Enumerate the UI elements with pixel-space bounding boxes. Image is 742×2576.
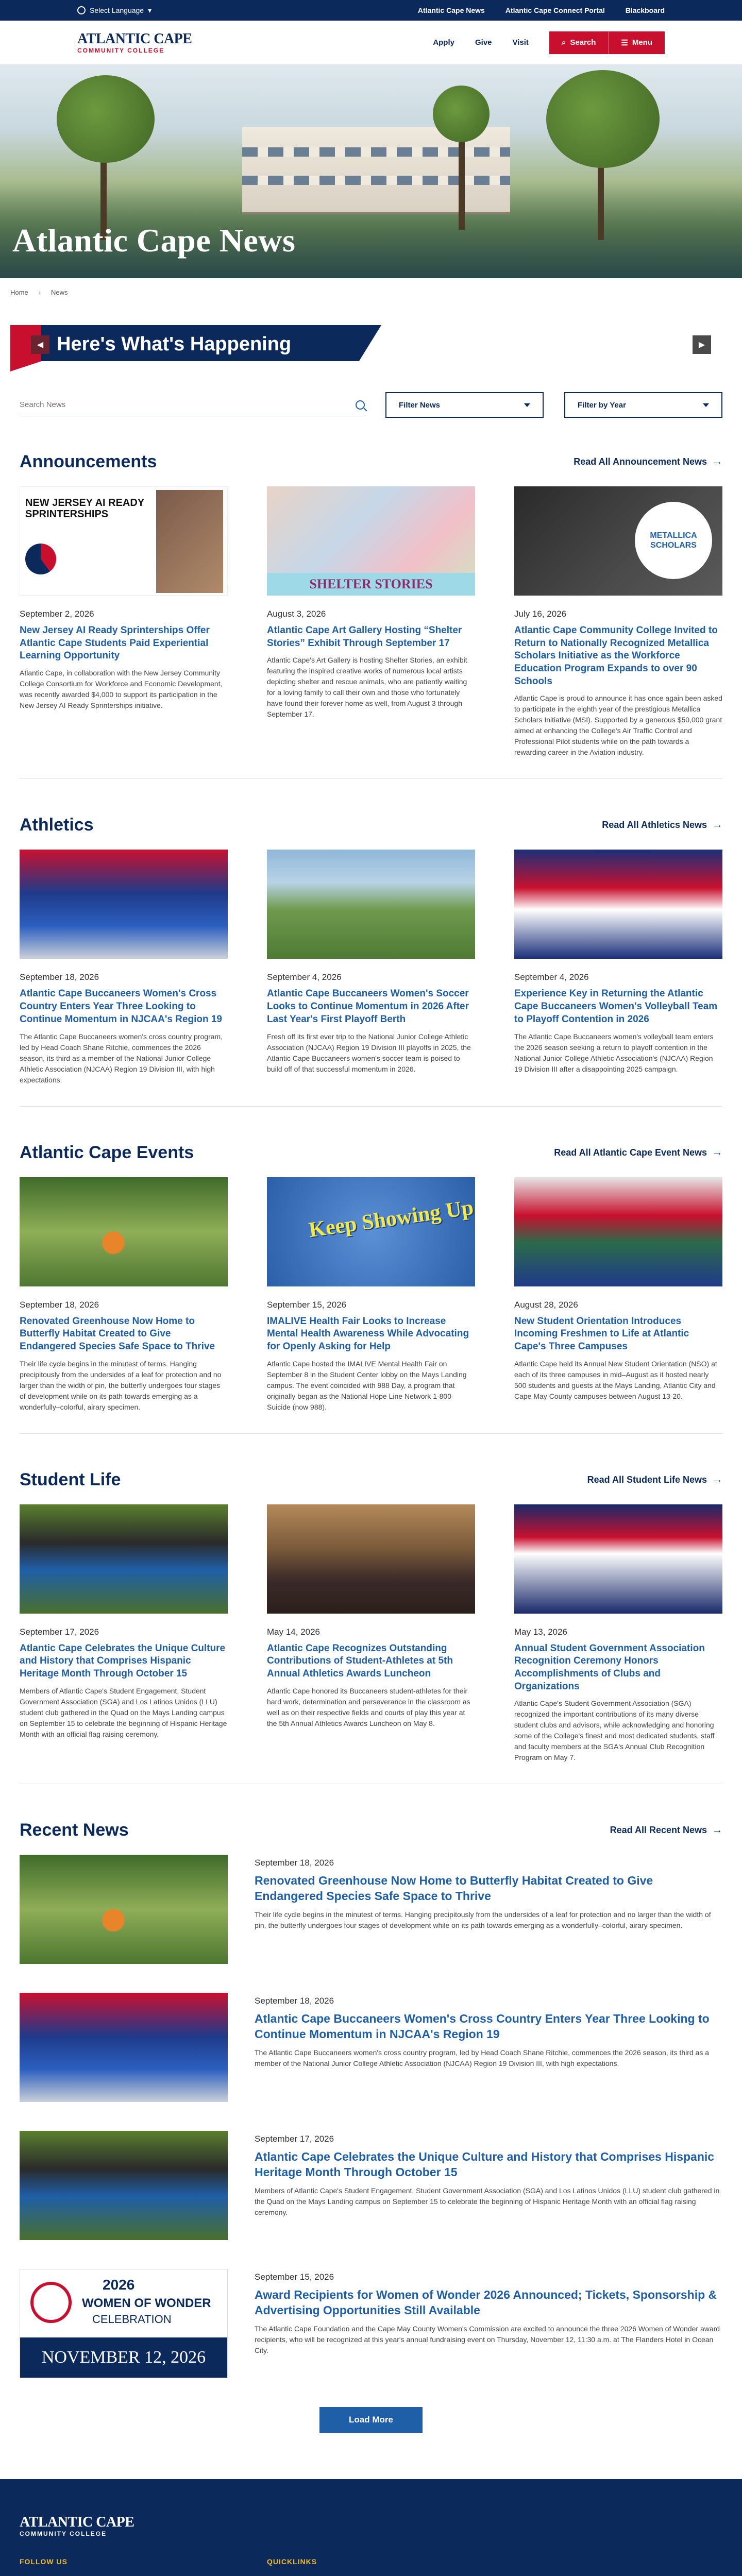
search-icon[interactable] xyxy=(356,400,365,410)
happening-title: Here's What's Happening xyxy=(57,333,292,355)
card-description: The Atlantic Cape Buccaneers women's cross country program, led by Head Coach Shane Ritchie, commences the 2026 season, its third as a member of the National Junior College Athletic Association (NJCAA) Region 19 Division III, with high expectations. xyxy=(20,1032,223,1084)
card-image xyxy=(20,2131,228,2240)
read-all-announcements-link[interactable] xyxy=(574,456,722,468)
card-description: Their life cycle begins in the minutest of terms. Hanging precipitously from the undersides of a leaf for protection and no larger than the width of pin, the butterfly undergoes four stages of development while on its path towards emerging as a wonderfully–colorful, airary specimen. xyxy=(255,1910,711,1930)
section-divider xyxy=(20,778,722,779)
filter-year-select[interactable] xyxy=(564,392,722,418)
nav-apply[interactable]: Apply xyxy=(433,38,454,47)
search-button[interactable] xyxy=(549,31,608,54)
happening-banner xyxy=(0,315,742,371)
main-header xyxy=(0,21,742,65)
filter-year-label: Filter by Year xyxy=(578,400,626,410)
recent-news-item[interactable] xyxy=(20,2131,722,2240)
card-date: September 17, 2026 xyxy=(255,2134,334,2144)
card-description: Their life cycle begins in the minutest of terms. Hanging precipitously from the undersides of a leaf for protection and no larger than the width of pin, the butterfly undergoes four stages of development while on its path towards emerging as a wonderfully–colorful, airary specimen. xyxy=(20,1359,222,1411)
quicklinks-label: QUICKLINKS xyxy=(267,2557,317,2566)
read-all-label: Read All Announcement News xyxy=(574,456,707,467)
card-image xyxy=(514,1177,722,1286)
news-card[interactable] xyxy=(20,486,228,758)
section-title: Student Life xyxy=(20,1469,121,1489)
news-search xyxy=(20,394,365,416)
card-image xyxy=(20,1177,228,1286)
nav-give[interactable]: Give xyxy=(475,38,492,47)
logo-badge xyxy=(25,544,56,574)
news-card[interactable] xyxy=(20,850,228,1085)
card-title[interactable]: Atlantic Cape Celebrates the Unique Culture and History that Comprises Hispanic Heritage Month Through October 15 xyxy=(255,2150,715,2179)
news-card[interactable] xyxy=(267,850,475,1085)
card-title[interactable]: Atlantic Cape Buccaneers Women's Cross Country Enters Year Three Looking to Continue Momentum in NJCAA's Region 19 xyxy=(20,988,222,1025)
card-description: The Atlantic Cape Buccaneers women's volleyball team enters the 2026 season seeking a return to playoff contention in the National Junior College Athletic Association's (NJCAA) Region 19 Division III after a disappointing 2025 campaign. xyxy=(514,1032,714,1073)
card-title[interactable]: Renovated Greenhouse Now Home to Butterfly Habitat Created to Give Endangered Species Safe Space to Thrive xyxy=(20,1315,215,1352)
card-date: July 16, 2026 xyxy=(514,609,567,619)
card-title[interactable]: Atlantic Cape Buccaneers Women's Cross Country Enters Year Three Looking to Continue Momentum in NJCAA's Region 19 xyxy=(255,2012,710,2041)
card-date: May 13, 2026 xyxy=(514,1626,568,1637)
recent-news-section xyxy=(0,1820,742,2433)
image-caption: NEW JERSEY AI READY SPRINTERSHIPS xyxy=(25,497,144,520)
logo-subtitle: COMMUNITY COLLEGE xyxy=(20,2530,107,2538)
breadcrumb xyxy=(0,278,742,307)
news-search-input[interactable] xyxy=(20,400,330,409)
site-footer xyxy=(0,2479,742,2576)
card-description: Atlantic Cape, in collaboration with the New Jersey Community College Consortium for Workforce and Economic Development, was recently awarded $4,000 to support its participation in the New Jersey AI Ready Sprinterships initiative. xyxy=(20,669,223,710)
card-image xyxy=(20,1855,228,1964)
announcements-section xyxy=(0,452,742,758)
card-image xyxy=(514,486,722,596)
card-title[interactable]: Atlantic Cape Art Gallery Hosting “Shelter Stories” Exhibit Through September 17 xyxy=(267,625,462,649)
events-section xyxy=(0,1143,742,1413)
card-description: Fresh off its first ever trip to the National Junior College Athletic Association (NJCAA) Region 19 Division III playoffs in 2025, the Atlantic Cape Buccaneers women's soccer team is poised to build off of that successful momentum in 2026. xyxy=(267,1032,471,1073)
section-title: Announcements xyxy=(20,452,157,471)
chevron-left-icon: ◀ xyxy=(37,341,44,349)
menu-button[interactable] xyxy=(608,31,665,54)
load-more-button[interactable]: Load More xyxy=(319,2407,423,2433)
card-title[interactable]: New Jersey AI Ready Sprinterships Offer Atlantic Cape Students Paid Experiential Learning Opportunity xyxy=(20,625,210,662)
card-date: September 15, 2026 xyxy=(255,2272,334,2282)
recent-news-item[interactable] xyxy=(20,2269,722,2378)
card-description: The Atlantic Cape Foundation and the Cape May County Women's Commission are excited to announce the three 2026 Women of Wonder award recipients, who will be recognized at this year's annual fundraising event on Thursday, November 12, 11:30 a.m. at The Flanders Hotel in Ocean City. xyxy=(255,2325,720,2355)
card-description: Members of Atlantic Cape's Student Engagement, Student Government Association (SGA) and Los Latinos Unidos (LLU) student club gathered in the Quad on the Mays Landing campus on September 15 to celebrate the beginning of Hispanic Heritage Month with an official flag raising ceremony. xyxy=(20,1686,227,1738)
card-description: Atlantic Cape's Student Government Association (SGA) recognized the important contributions of its many diverse student clubs and advisors, while acknowledging and honoring some of the College's finest and most dedicated students, staff and faculty members at the SGA's Annual Club Recognition Program on May 7. xyxy=(514,1699,715,1762)
news-card[interactable] xyxy=(267,1504,475,1764)
primary-nav xyxy=(433,38,529,47)
language-label: Select Language xyxy=(90,6,144,14)
utility-bar xyxy=(0,0,742,21)
news-card[interactable] xyxy=(514,850,722,1085)
header-nav xyxy=(433,31,665,54)
caret-down-icon xyxy=(524,403,530,407)
arrow-right-icon: → xyxy=(712,1146,722,1158)
image-date: NOVEMBER 12, 2026 xyxy=(20,2337,227,2378)
caret-down-icon xyxy=(703,403,709,407)
card-title[interactable]: Atlantic Cape Buccaneers Women's Soccer Looks to Continue Momentum in 2026 After Last Year's First Playoff Berth xyxy=(267,988,469,1025)
card-date: September 15, 2026 xyxy=(267,1299,347,1310)
card-date: September 17, 2026 xyxy=(20,1626,99,1637)
card-title[interactable]: IMALIVE Health Fair Looks to Increase Mental Health Awareness While Advocating for Openly Asking for Help xyxy=(267,1315,469,1352)
card-description: Atlantic Cape held its Annual New Student Orientation (NSO) at each of its three campuses in mid–August as it hosted nearly 500 students and guests at the Mays Landing, Atlantic City and Cape May County campuses between August 13-20. xyxy=(514,1359,717,1400)
card-title[interactable]: Experience Key in Returning the Atlantic Cape Buccaneers Women's Volleyball Team to Playoff Contention in 2026 xyxy=(514,988,718,1025)
footer-logo[interactable] xyxy=(20,2515,722,2537)
student-life-section xyxy=(0,1470,742,1764)
card-title[interactable]: Atlantic Cape Community College Invited to Return to Nationally Recognized Metallica Scholars Initiative as the Workforce Education Program Expands to over 90 Schools xyxy=(514,625,718,687)
recent-news-item[interactable] xyxy=(20,1993,722,2102)
tree-canopy xyxy=(433,86,490,142)
menu-button-label: Menu xyxy=(632,38,652,47)
card-date: September 4, 2026 xyxy=(267,972,342,982)
carousel-next-button[interactable] xyxy=(693,335,711,354)
section-divider xyxy=(20,1433,722,1434)
section-title: Athletics xyxy=(20,815,94,835)
athletics-section xyxy=(0,815,742,1085)
image-title: WOMEN OF WONDER xyxy=(82,2296,211,2311)
recent-news-item[interactable] xyxy=(20,1855,722,1964)
arrow-right-icon: → xyxy=(712,456,722,467)
read-all-student-life-link[interactable] xyxy=(587,1474,722,1486)
read-all-label: Read All Recent News xyxy=(610,1825,707,1836)
card-date: September 18, 2026 xyxy=(20,972,99,982)
filter-news-select[interactable] xyxy=(385,392,544,418)
news-card[interactable] xyxy=(514,1177,722,1413)
news-card[interactable] xyxy=(20,1504,228,1764)
read-all-recent-link[interactable] xyxy=(610,1824,722,1836)
card-title[interactable]: Award Recipients for Women of Wonder 2026 Announced; Tickets, Sponsorship & Advertising Opportunities Still Available xyxy=(255,2288,717,2317)
read-all-label: Read All Athletics News xyxy=(602,820,707,831)
card-image xyxy=(20,486,228,596)
card-description: Atlantic Cape hosted the IMALIVE Mental Health Fair on September 8 in the Student Center lobby on the Mays Landing campus. The event coincided with 988 Day, a program that originally began as the National Hope Line Network 1-800 Suicide (now 988). xyxy=(267,1359,467,1411)
logo-subtitle: COMMUNITY COLLEGE xyxy=(77,46,165,54)
card-date: September 18, 2026 xyxy=(20,1299,99,1310)
read-all-events-link[interactable] xyxy=(554,1147,722,1159)
card-description: Atlantic Cape's Art Gallery is hosting Shelter Stories, an exhibit featuring the inspired creative works of numerous local artists depicting shelter and rescue animals, who are patiently waiting for a loving family to call their own and those who fortunately have found their forever home as well, from August 3 through September 17. xyxy=(267,656,467,719)
filter-news-label: Filter News xyxy=(399,400,441,410)
card-image xyxy=(20,2269,228,2378)
arrow-right-icon: → xyxy=(712,1473,722,1485)
globe-icon xyxy=(77,6,86,14)
card-date: September 2, 2026 xyxy=(20,609,94,619)
utility-links xyxy=(418,6,665,14)
image-subtitle: CELEBRATION xyxy=(92,2313,172,2326)
link-connect-portal[interactable]: Atlantic Cape Connect Portal xyxy=(505,6,605,14)
card-title[interactable]: Annual Student Government Association Recognition Ceremony Honors Accomplishments of Clubs and Organizations xyxy=(514,1642,705,1692)
logo-wordmark: ATLANTIC CAPE xyxy=(20,2514,134,2531)
card-date: August 28, 2026 xyxy=(514,1299,578,1310)
logo-emblem xyxy=(30,2282,72,2323)
arrow-right-icon: → xyxy=(712,1824,722,1836)
search-icon: ⌕ xyxy=(561,38,566,47)
card-date: September 18, 2026 xyxy=(255,1996,334,2006)
section-title: Recent News xyxy=(20,1820,129,1840)
search-button-label: Search xyxy=(570,38,596,47)
photo xyxy=(156,490,223,593)
news-card[interactable] xyxy=(267,486,475,758)
image-year: 2026 xyxy=(103,2277,135,2293)
hero-banner xyxy=(0,65,742,278)
logo-wordmark: ATLANTIC CAPE xyxy=(77,30,192,47)
card-image xyxy=(20,850,228,959)
news-card[interactable] xyxy=(514,1504,722,1764)
card-image xyxy=(267,1177,475,1286)
card-date: September 18, 2026 xyxy=(255,1858,334,1868)
card-date: September 4, 2026 xyxy=(514,972,589,982)
link-blackboard[interactable]: Blackboard xyxy=(625,6,665,14)
breadcrumb-separator: › xyxy=(38,289,41,296)
chevron-right-icon: ▶ xyxy=(698,341,705,349)
card-image xyxy=(267,850,475,959)
card-description: Atlantic Cape is proud to announce it has once again been asked to participate in the eighth year of the prestigious Metallica Scholars Initiative (MSI). Supported by a generous $50,000 grant aimed at enhancing the College's Air Traffic Control and Professional Pilot students while on the path towards a rewarding career in the Aviation industry. xyxy=(514,694,722,757)
card-description: Atlantic Cape honored its Buccaneers student-athletes for their hard work, determination and perseverance in the classroom as well as on their respective fields and courts of play this year at the 5th Annual Athletics Awards Luncheon on May 8. xyxy=(267,1686,470,1727)
section-title: Atlantic Cape Events xyxy=(20,1142,194,1162)
card-image xyxy=(514,850,722,959)
breadcrumb-current: News xyxy=(51,289,68,296)
image-caption: METALLICA SCHOLARS xyxy=(635,502,712,579)
language-selector[interactable] xyxy=(77,6,151,15)
tree-canopy xyxy=(57,75,155,163)
tree-trunk xyxy=(459,127,465,230)
card-image xyxy=(20,1993,228,2102)
read-all-label: Read All Student Life News xyxy=(587,1474,707,1485)
card-date: May 14, 2026 xyxy=(267,1626,321,1637)
follow-us-label: FOLLOW US xyxy=(20,2557,68,2566)
tree-canopy xyxy=(546,70,660,168)
news-filters xyxy=(0,371,742,418)
site-logo[interactable] xyxy=(77,32,192,54)
image-caption: Keep Showing Up xyxy=(307,1195,475,1242)
breadcrumb-home[interactable]: Home xyxy=(10,289,28,296)
chevron-down-icon: ▾ xyxy=(148,6,152,14)
card-title[interactable]: Atlantic Cape Recognizes Outstanding Contributions of Student-Athletes at 5th Annual Athletics Awards Luncheon xyxy=(267,1642,453,1679)
card-title[interactable]: New Student Orientation Introduces Incoming Freshmen to Life at Atlantic Cape's Three Campuses xyxy=(514,1315,689,1352)
read-all-label: Read All Atlantic Cape Event News xyxy=(554,1147,707,1158)
card-image xyxy=(20,1504,228,1614)
carousel-prev-button[interactable] xyxy=(31,335,49,354)
link-atlantic-cape-news[interactable]: Atlantic Cape News xyxy=(417,6,485,14)
card-image xyxy=(267,1504,475,1614)
news-card[interactable] xyxy=(267,1177,475,1413)
image-caption: SHELTER STORIES xyxy=(267,573,475,596)
card-date: August 3, 2026 xyxy=(267,609,326,619)
card-title[interactable]: Atlantic Cape Celebrates the Unique Culture and History that Comprises Hispanic Heritage Month Through October 15 xyxy=(20,1642,226,1679)
read-all-athletics-link[interactable] xyxy=(602,819,722,831)
card-description: The Atlantic Cape Buccaneers women's cross country program, led by Head Coach Shane Ritchie, commences the 2026 season, its third as a member of the National Junior College Athletic Association (NJCAA) Region 19 Division III, with high expectations. xyxy=(255,2048,710,2068)
card-image xyxy=(514,1504,722,1614)
card-image xyxy=(267,486,475,596)
section-divider xyxy=(20,1106,722,1107)
page-title: Atlantic Cape News xyxy=(12,222,296,259)
card-description: Members of Atlantic Cape's Student Engagement, Student Government Association (SGA) and Los Latinos Unidos (LLU) student club gathered in the Quad on the Mays Landing campus on September 15 to celebrate the beginning of Hispanic Heritage Month with an official flag raising ceremony. xyxy=(255,2187,720,2217)
news-card[interactable] xyxy=(514,486,722,758)
nav-visit[interactable]: Visit xyxy=(512,38,529,47)
hamburger-icon: ☰ xyxy=(621,38,628,47)
news-card[interactable] xyxy=(20,1177,228,1413)
arrow-right-icon: → xyxy=(712,819,722,831)
card-title[interactable]: Renovated Greenhouse Now Home to Butterfly Habitat Created to Give Endangered Species Safe Space to Thrive xyxy=(255,1874,653,1903)
